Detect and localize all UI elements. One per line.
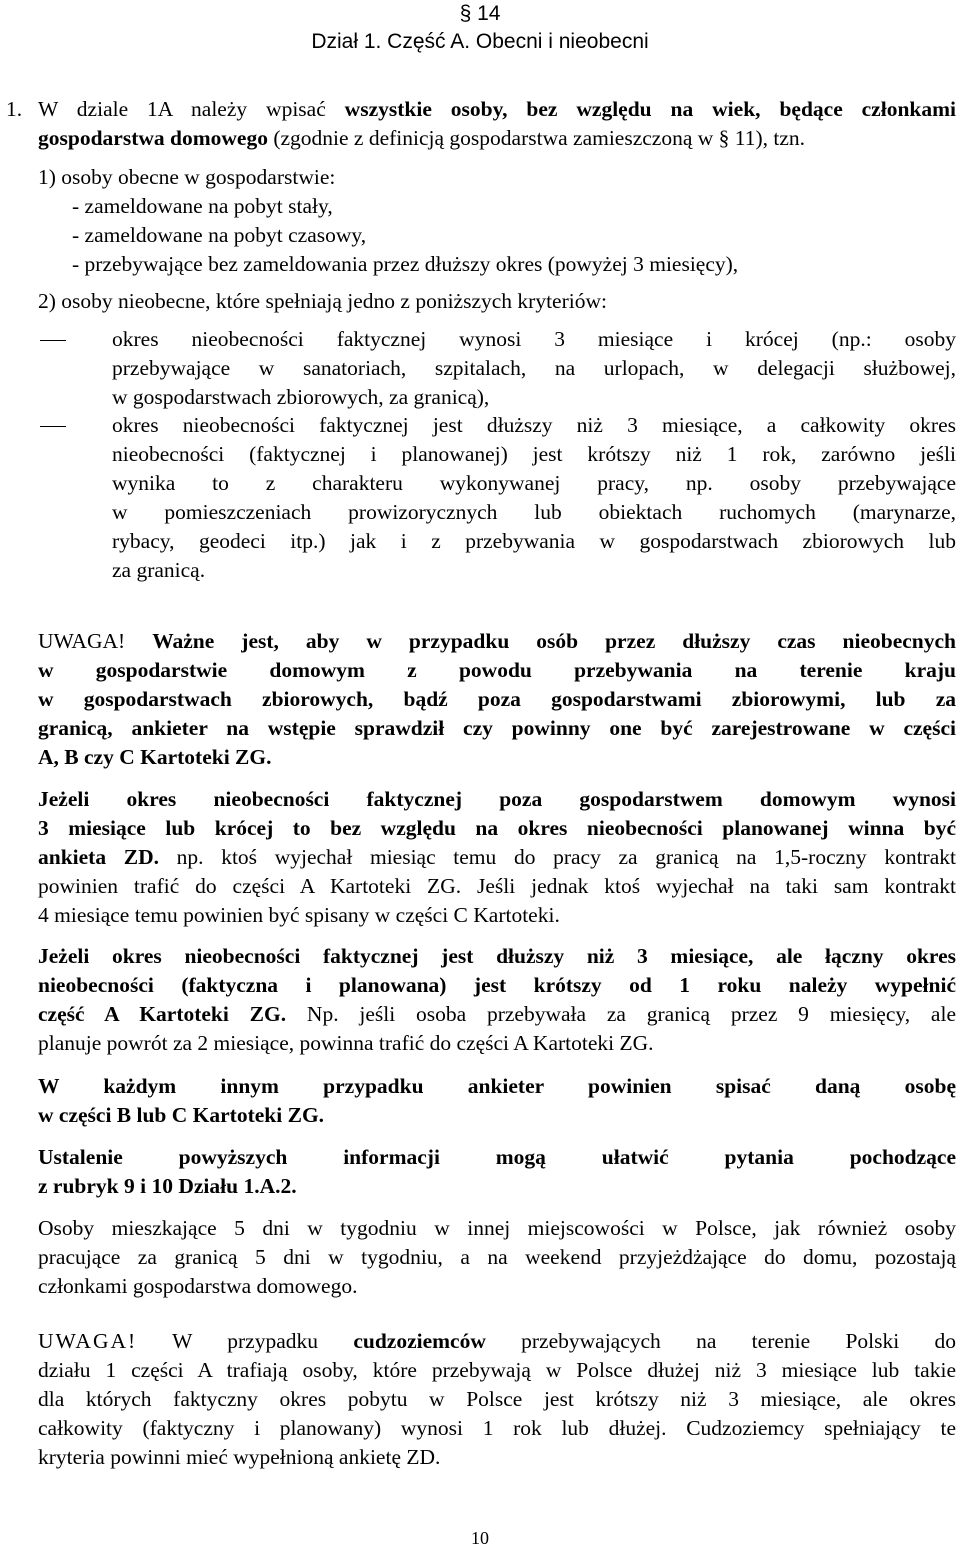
paragraph-short-absence <box>38 785 956 930</box>
uwaga-note-2 <box>38 1327 956 1472</box>
para3-bold-line: Jeżeli okres nieobecności faktycznej jest dłuższy niż 3 miesiące, ale łączny okres <box>38 944 956 968</box>
criterion-line: rybacy, geodeci itp.) jak i z przebywania w gospodarstwach zbiorowych lub <box>112 529 956 553</box>
uwaga2-line: całkowity (faktyczny i planowany) wynosi 1 rok lub dłużej. Cudzoziemcy spełniający te <box>38 1416 956 1440</box>
absent-criterion-1 <box>112 325 956 412</box>
para4-bold-line: W każdym innym przypadku ankieter powinien spisać daną osobę <box>38 1074 956 1098</box>
paragraph-long-absence <box>38 942 956 1058</box>
uwaga1-line1 <box>38 627 956 656</box>
uwaga1-text: A, B czy C Kartoteki ZG. <box>38 745 272 769</box>
uwaga2-line1 <box>38 1327 956 1356</box>
page-number: 10 <box>471 1528 489 1548</box>
present-item: - zameldowane na pobyt czasowy, <box>72 223 367 247</box>
uwaga-note-1 <box>38 627 956 772</box>
para4-bold-line: w części B lub C Kartoteki ZG. <box>38 1103 325 1127</box>
para3-bold-line: nieobecności (faktyczna i planowana) jest krótszy od 1 roku należy wypełnić <box>38 973 956 997</box>
criterion-line: okres nieobecności faktycznej jest dłuższy niż 3 miesiące, a całkowity okres <box>112 413 956 437</box>
paragraph-commuters <box>38 1214 956 1301</box>
uwaga2-text: W przypadku <box>137 1329 354 1353</box>
criterion-line: w pomieszczeniach prowizorycznych lub obiektach ruchomych (marynarze, <box>112 500 956 524</box>
criterion-line: wynika to z charakteru wykonywanej pracy, np. osoby przebywające <box>112 471 956 495</box>
criterion-line: w gospodarstwach zbiorowych, za granicą), <box>112 385 490 409</box>
para2-text-line: 4 miesiące temu powinien być spisany w części C Kartoteki. <box>38 903 560 927</box>
uwaga2-line: działu 1 części A trafiają osoby, które przebywają w Polsce dłużej niż 3 miesiące lub takie <box>38 1358 956 1382</box>
item1-intro <box>38 95 956 153</box>
item-number: 1. <box>6 97 23 121</box>
item1-line2 <box>38 124 956 153</box>
item1-line1-bold: wszystkie osoby, bez względu na wiek, będące członkami <box>344 97 956 121</box>
criterion-line: okres nieobecności faktycznej wynosi 3 miesiące i krócej (np.: osoby <box>112 327 956 351</box>
para2-line3 <box>38 843 956 872</box>
uwaga1-text: w gospodarstwach zbiorowych, bądź poza gospodarstwami zbiorowymi, lub za <box>38 687 956 711</box>
absent-heading: 2) osoby nieobecne, które spełniają jedno z poniższych kryteriów: <box>38 289 607 313</box>
para2-bold-line: Jeżeli okres nieobecności faktycznej poza gospodarstwem domowym wynosi <box>38 787 956 811</box>
present-item: - przebywające bez zameldowania przez dłuższy okres (powyżej 3 miesięcy), <box>72 252 739 276</box>
uwaga1-text: w gospodarstwie domowym z powodu przebywania na terenie kraju <box>38 658 956 682</box>
present-heading: 1) osoby obecne w gospodarstwie: <box>38 165 336 189</box>
para5-bold-line: Ustalenie powyższych informacji mogą ułatwić pytania pochodzące <box>38 1145 956 1169</box>
present-list <box>72 192 738 279</box>
dash-bullet <box>40 340 66 341</box>
paragraph-questions <box>38 1143 956 1201</box>
item1-line2-text: (zgodnie z definicją gospodarstwa zamieszczoną w § 11), tzn. <box>267 126 806 150</box>
uwaga-label: UWAGA! <box>38 1329 138 1353</box>
item1-line2-bold: gospodarstwa domowego <box>38 126 268 150</box>
para5-bold-line: z rubryk 9 i 10 Działu 1.A.2. <box>38 1174 297 1198</box>
item1-line1 <box>38 95 956 124</box>
uwaga2-bold: cudzoziemców <box>353 1329 486 1353</box>
para3-text-line: planuje powrót za 2 miesiące, powinna trafić do części A Kartoteki ZG. <box>38 1031 654 1055</box>
uwaga2-line: dla których faktyczny okres pobytu w Polsce jest krótszy niż 3 miesiące, ale okres <box>38 1387 956 1411</box>
para2-bold-line: 3 miesiące lub krócej to bez względu na okres nieobecności planowanej winna być <box>38 816 956 840</box>
uwaga1-text: Ważne jest, aby w przypadku osób przez dłuższy czas nieobecnych <box>152 629 957 653</box>
para3-text: Np. jeśli osoba przebywała za granicą przez 9 miesięcy, ale <box>286 1002 956 1026</box>
para2-bold: ankieta ZD. <box>38 845 159 869</box>
uwaga2-text: przebywających na terenie Polski do <box>485 1329 956 1353</box>
para2-text-line: powinien trafić do części A Kartoteki ZG. Jeśli jednak ktoś wyjechał na taki sam kontrakt <box>38 874 956 898</box>
uwaga-label: UWAGA! <box>38 629 126 653</box>
para6-line: Osoby mieszkające 5 dni w tygodniu w innej miejscowości w Polsce, jak również osoby <box>38 1216 956 1240</box>
criterion-line: za granicą. <box>112 558 206 582</box>
para6-line: członkami gospodarstwa domowego. <box>38 1274 358 1298</box>
para6-line: pracujące za granicą 5 dni w tygodniu, a na weekend przyjeżdżające do domu, pozostają <box>38 1245 956 1269</box>
present-item: - zameldowane na pobyt stały, <box>72 194 333 218</box>
para3-line3 <box>38 1000 956 1029</box>
item1-line1-text: W dziale 1A należy wpisać <box>38 97 345 121</box>
uwaga1-text: granicą, ankieter na wstępie sprawdził czy powinny one być zarejestrowane w części <box>38 716 956 740</box>
uwaga2-line: kryteria powinni mieć wypełnioną ankietę ZD. <box>38 1445 441 1469</box>
criterion-line: przebywające w sanatoriach, szpitalach, na urlopach, w delegacji służbowej, <box>112 356 956 380</box>
para3-bold: część A Kartoteki ZG. <box>38 1002 287 1026</box>
dash-bullet <box>40 426 66 427</box>
paragraph-other-cases <box>38 1072 956 1130</box>
criterion-line: nieobecności (faktycznej i planowanej) jest krótszy niż 1 rok, zarówno jeśli <box>112 442 956 466</box>
section-number: § 14 <box>459 2 501 25</box>
para2-text: np. ktoś wyjechał miesiąc temu do pracy za granicą na 1,5-roczny kontrakt <box>159 845 956 869</box>
absent-criterion-2 <box>112 411 956 585</box>
section-title: Dział 1. Część A. Obecni i nieobecni <box>311 30 649 53</box>
